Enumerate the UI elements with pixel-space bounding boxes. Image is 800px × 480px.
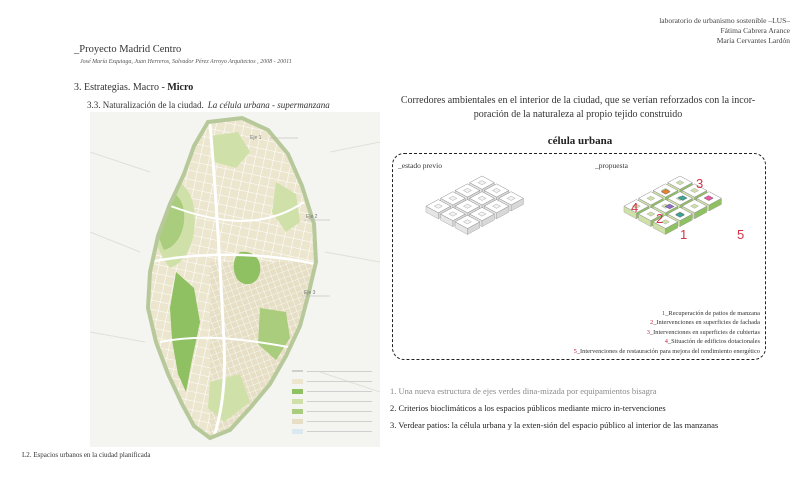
subsection-number: 3.3. Naturalización de la ciudad. <box>87 100 204 110</box>
map-legend-row <box>292 386 372 396</box>
marker-1: 1 <box>680 227 688 242</box>
map-legend-row <box>292 426 372 436</box>
point-3: 3. Verdear patios: la célula urbana y la exten-sión del espacio público al interior de las manzanas <box>390 420 719 430</box>
map-caption: L2. Espacios urbanos en la ciudad planificada <box>22 451 151 459</box>
map-legend <box>292 366 372 436</box>
strategy-bold: Micro <box>167 82 194 93</box>
legend-item <box>574 328 760 337</box>
map-legend-row <box>292 416 372 426</box>
subsection-italic: La célula urbana - supermanzana <box>207 100 330 110</box>
legend-text: _Intervenciones de restauración para mejora del rendimiento energético <box>576 347 760 355</box>
legend-number: 2 <box>649 319 654 327</box>
legend-text: _Intervenciones en superficies de fachada <box>653 319 760 327</box>
credits-author-2: María Cervantes Lardón <box>716 36 790 45</box>
cell-before-diagram <box>398 170 566 305</box>
legend-text: _Recuperación de patios de manzana <box>665 310 760 317</box>
marker-4: 4 <box>631 200 639 215</box>
intro-line-2: poración de la naturaleza al propio tejido construido <box>473 109 683 120</box>
strategy-heading <box>74 82 193 93</box>
iso-block-grid <box>426 176 523 235</box>
legend-text: _Situación de edificios dotacionales <box>667 338 760 346</box>
map-legend-row <box>292 366 372 376</box>
project-authors: José María Ezquiaga, Juan Herreros, Salvador Pérez Arroyo Arquitectos , 2008 - 20011 <box>80 59 292 65</box>
subsection-heading <box>87 100 330 110</box>
cell-legend <box>574 309 760 356</box>
strategy-points <box>390 383 718 434</box>
credits <box>659 16 790 46</box>
legend-number: 1 <box>662 310 666 317</box>
credits-lab: laboratorio de urbanismo sostenible –LUS– <box>659 16 790 25</box>
map-axis-label-2: Eje 2 <box>306 214 318 220</box>
map-legend-row <box>292 406 372 416</box>
intro-text <box>378 94 778 122</box>
map-axis-label-3: Eje 3 <box>304 290 316 296</box>
legend-item <box>574 347 760 356</box>
legend-item <box>574 318 760 327</box>
strategy-prefix: 3. Estrategias. Macro - <box>74 82 168 93</box>
credits-author-1: Fátima Cabrera Arance <box>720 26 790 35</box>
legend-number: 5 <box>573 347 577 355</box>
point-2: 2. Criterios bioclimáticos a los espacios públicos mediante micro in-tervenciones <box>390 403 666 413</box>
legend-text: _Intervenciones en superficies de cubiertas <box>649 328 760 336</box>
legend-item <box>574 337 760 346</box>
cell-title: célula urbana <box>547 135 613 147</box>
map-axis-label-1: Eje 1 <box>250 135 262 141</box>
marker-3: 3 <box>696 176 704 191</box>
before-label: _estado previo <box>398 161 442 170</box>
project-title: _Proyecto Madrid Centro <box>74 44 182 55</box>
map-legend-row <box>292 376 372 386</box>
marker-2: 2 <box>656 211 664 226</box>
legend-number: 4 <box>664 338 668 346</box>
after-label: _propuesta <box>595 161 628 170</box>
intro-line-1: Corredores ambientales en el interior de la ciudad, que se verían reforzados con la incor- <box>400 95 756 106</box>
legend-number: 3 <box>646 328 650 336</box>
legend-item <box>574 309 760 318</box>
point-1: 1. Una nueva estructura de ejes verdes dina-mizada por equipamientos bisagra <box>390 386 657 396</box>
map-legend-row <box>292 396 372 406</box>
marker-5: 5 <box>737 227 745 242</box>
iso-block-grid <box>624 176 722 235</box>
